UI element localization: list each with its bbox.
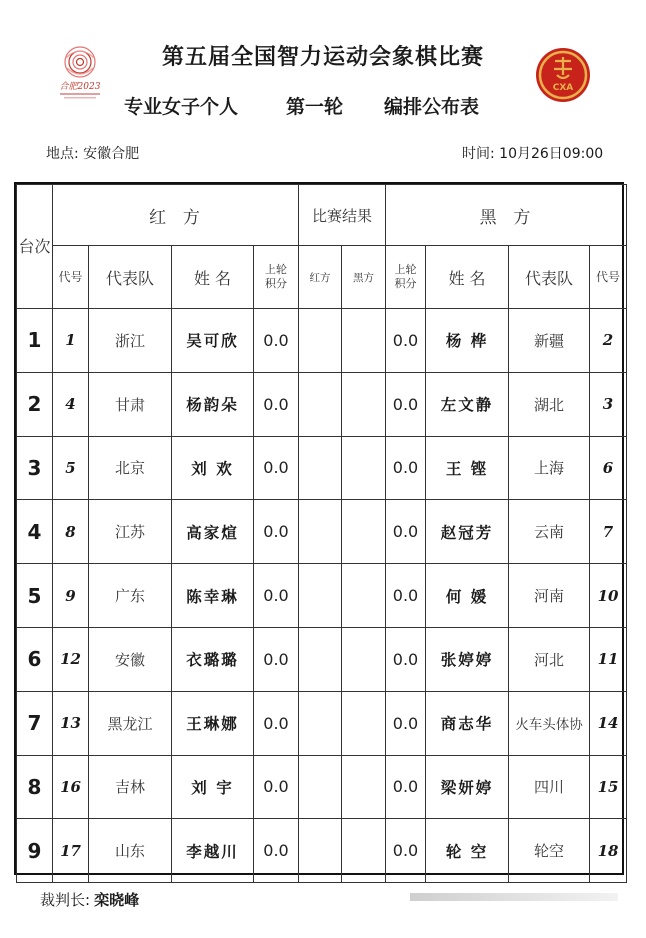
black-name-cell: 赵冠芳 xyxy=(426,500,509,564)
referee-name: 栾晓峰 xyxy=(94,891,140,909)
round-subtitle: 第一轮 xyxy=(286,96,344,118)
result-black-cell xyxy=(342,755,386,819)
red-team-cell: 甘肃 xyxy=(89,372,172,436)
black-name-cell: 何 媛 xyxy=(426,564,509,628)
table-row xyxy=(17,309,627,373)
red-name-cell: 吴可欣 xyxy=(172,309,254,373)
black-code-cell: 11 xyxy=(590,627,627,691)
table-row xyxy=(17,372,627,436)
referee-line xyxy=(40,889,139,910)
result-red-cell xyxy=(299,309,342,373)
red-team-cell: 山东 xyxy=(89,819,172,883)
result-red-cell xyxy=(299,436,342,500)
result-black-cell xyxy=(342,691,386,755)
result-black-cell xyxy=(342,436,386,500)
cxa-wordmark: CXA xyxy=(552,83,574,93)
red-team-cell: 吉林 xyxy=(89,755,172,819)
table-row xyxy=(17,691,627,755)
black-code-cell: 14 xyxy=(590,691,627,755)
black-code-cell: 2 xyxy=(590,309,627,373)
result-header: 比赛结果 xyxy=(299,185,386,246)
table-row xyxy=(17,436,627,500)
red-name-cell: 刘 宇 xyxy=(172,755,254,819)
table-no-cell: 1 xyxy=(17,309,53,373)
result-black-cell xyxy=(342,309,386,373)
red-score-cell: 0.0 xyxy=(254,691,299,755)
result-red-cell xyxy=(299,691,342,755)
footer-stripe xyxy=(410,893,618,901)
black-code-cell: 15 xyxy=(590,755,627,819)
red-team-cell: 安徽 xyxy=(89,627,172,691)
black-code-header: 代号 xyxy=(590,246,627,309)
black-score-cell: 0.0 xyxy=(386,372,426,436)
black-name-cell: 梁妍婷 xyxy=(426,755,509,819)
black-side-header: 黑 方 xyxy=(386,185,627,246)
red-score-cell: 0.0 xyxy=(254,627,299,691)
cxa-association-logo xyxy=(533,45,593,105)
black-name-cell: 张婷婷 xyxy=(426,627,509,691)
black-team-cell: 上海 xyxy=(509,436,590,500)
result-red-cell xyxy=(299,372,342,436)
result-black-cell xyxy=(342,372,386,436)
emblem-wordmark: 合肥2023 xyxy=(59,82,101,92)
location-text: 地点: 安徽合肥 xyxy=(46,146,140,162)
red-team-cell: 黑龙江 xyxy=(89,691,172,755)
result-black-cell xyxy=(342,819,386,883)
red-score-cell: 0.0 xyxy=(254,755,299,819)
red-name-cell: 王琳娜 xyxy=(172,691,254,755)
black-team-cell: 四川 xyxy=(509,755,590,819)
red-code-cell: 17 xyxy=(53,819,89,883)
black-score-cell: 0.0 xyxy=(386,755,426,819)
table-no-cell: 4 xyxy=(17,500,53,564)
black-score-cell: 0.0 xyxy=(386,691,426,755)
result-red-cell xyxy=(299,819,342,883)
black-team-cell: 新疆 xyxy=(509,309,590,373)
red-code-header: 代号 xyxy=(53,246,89,309)
table-row xyxy=(17,755,627,819)
table-row xyxy=(17,819,627,883)
referee-label: 裁判长: xyxy=(40,891,91,909)
table-no-cell: 5 xyxy=(17,564,53,628)
pairing-subtitle: 编排公布表 xyxy=(384,96,480,118)
black-name-cell: 杨 桦 xyxy=(426,309,509,373)
black-code-cell: 18 xyxy=(590,819,627,883)
red-score-cell: 0.0 xyxy=(254,564,299,628)
black-team-cell: 河北 xyxy=(509,627,590,691)
black-code-cell: 10 xyxy=(590,564,627,628)
result-black-header: 黑方 xyxy=(342,246,386,309)
red-code-cell: 9 xyxy=(53,564,89,628)
black-score-cell: 0.0 xyxy=(386,309,426,373)
red-prev-score-header: 上轮积分 xyxy=(254,246,299,309)
table-no-cell: 2 xyxy=(17,372,53,436)
black-prev-score-header: 上轮积分 xyxy=(386,246,426,309)
red-code-cell: 1 xyxy=(53,309,89,373)
black-team-cell: 湖北 xyxy=(509,372,590,436)
red-name-cell: 衣璐璐 xyxy=(172,627,254,691)
black-name-header: 姓 名 xyxy=(426,246,509,309)
table-no-cell: 9 xyxy=(17,819,53,883)
page-title: 第五届全国智力运动会象棋比赛 xyxy=(161,45,484,70)
red-name-header: 姓 名 xyxy=(172,246,254,309)
red-team-cell: 浙江 xyxy=(89,309,172,373)
red-score-cell: 0.0 xyxy=(254,372,299,436)
black-score-cell: 0.0 xyxy=(386,819,426,883)
red-team-cell: 广东 xyxy=(89,564,172,628)
result-red-cell xyxy=(299,500,342,564)
result-black-cell xyxy=(342,564,386,628)
result-red-cell xyxy=(299,755,342,819)
red-code-cell: 5 xyxy=(53,436,89,500)
table-row xyxy=(17,500,627,564)
table-no-cell: 8 xyxy=(17,755,53,819)
black-name-cell: 轮 空 xyxy=(426,819,509,883)
red-score-cell: 0.0 xyxy=(254,500,299,564)
red-name-cell: 杨韵朵 xyxy=(172,372,254,436)
red-code-cell: 12 xyxy=(53,627,89,691)
red-team-header: 代表队 xyxy=(89,246,172,309)
red-code-cell: 13 xyxy=(53,691,89,755)
table-no-header: 台次 xyxy=(17,185,53,309)
event-subtitle: 专业女子个人 xyxy=(124,96,239,118)
red-side-header: 红 方 xyxy=(53,185,299,246)
time-text: 时间: 10月26日09:00 xyxy=(462,146,604,162)
black-team-cell: 云南 xyxy=(509,500,590,564)
black-score-cell: 0.0 xyxy=(386,436,426,500)
red-code-cell: 16 xyxy=(53,755,89,819)
black-code-cell: 3 xyxy=(590,372,627,436)
red-code-cell: 8 xyxy=(53,500,89,564)
table-no-cell: 3 xyxy=(17,436,53,500)
black-name-cell: 左文静 xyxy=(426,372,509,436)
black-team-header: 代表队 xyxy=(509,246,590,309)
black-code-cell: 7 xyxy=(590,500,627,564)
black-name-cell: 商志华 xyxy=(426,691,509,755)
red-score-cell: 0.0 xyxy=(254,436,299,500)
black-score-cell: 0.0 xyxy=(386,564,426,628)
table-no-cell: 7 xyxy=(17,691,53,755)
red-name-cell: 刘 欢 xyxy=(172,436,254,500)
result-red-cell xyxy=(299,564,342,628)
table-no-cell: 6 xyxy=(17,627,53,691)
red-code-cell: 4 xyxy=(53,372,89,436)
red-team-cell: 北京 xyxy=(89,436,172,500)
red-name-cell: 高家煊 xyxy=(172,500,254,564)
black-score-cell: 0.0 xyxy=(386,627,426,691)
table-row xyxy=(17,564,627,628)
pairing-table xyxy=(14,182,624,875)
red-team-cell: 江苏 xyxy=(89,500,172,564)
black-score-cell: 0.0 xyxy=(386,500,426,564)
black-team-cell: 轮空 xyxy=(509,819,590,883)
red-score-cell: 0.0 xyxy=(254,819,299,883)
red-name-cell: 陈幸琳 xyxy=(172,564,254,628)
black-team-cell: 河南 xyxy=(509,564,590,628)
black-name-cell: 王 铿 xyxy=(426,436,509,500)
red-name-cell: 李越川 xyxy=(172,819,254,883)
result-red-header: 红方 xyxy=(299,246,342,309)
black-code-cell: 6 xyxy=(590,436,627,500)
result-black-cell xyxy=(342,627,386,691)
black-team-cell: 火车头体协 xyxy=(509,691,590,755)
red-score-cell: 0.0 xyxy=(254,309,299,373)
result-red-cell xyxy=(299,627,342,691)
table-row xyxy=(17,627,627,691)
result-black-cell xyxy=(342,500,386,564)
